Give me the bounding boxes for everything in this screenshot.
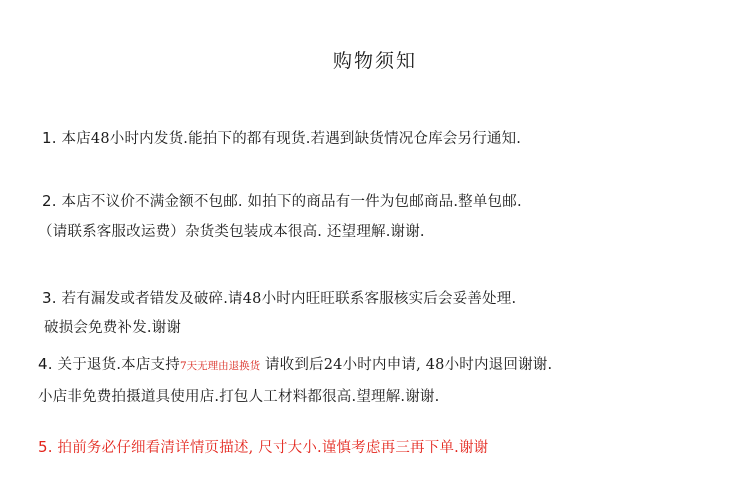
notice-item-2-line-1: [42, 190, 522, 211]
item-text: 本店不议价不满金额不包邮. 如拍下的商品有一件为包邮商品.整单包邮.: [61, 194, 522, 210]
item-text: 若有漏发或者错发及破碎.请48小时内旺旺联系客服核实后会妥善处理.: [61, 291, 517, 307]
item-text: 关于退货.本店支持: [57, 357, 180, 373]
item-number: 2.: [42, 192, 57, 210]
item-number: 3.: [42, 289, 57, 307]
notice-item-2-line-2: （请联系客服改运费）杂货类包装成本很高. 还望理解.谢谢.: [38, 224, 425, 240]
notice-item-1-line-1: [42, 127, 521, 148]
notice-item-4-line-1: [38, 353, 552, 374]
notice-title: 购物须知: [332, 50, 417, 72]
item-text: 拍前务必仔细看清详情页描述, 尺寸大小.谨慎考虑再三再下单.谢谢: [57, 440, 489, 456]
item-number: 5.: [38, 438, 53, 456]
item-text: 本店48小时内发货.能拍下的都有现货.若遇到缺货情况仓库会另行通知.: [61, 131, 522, 147]
item-number: 4.: [38, 355, 53, 373]
notice-item-3-line-2: 破损会免费补发.谢谢: [44, 320, 182, 336]
notice-item-5-line-1: [38, 436, 488, 457]
notice-item-3-line-1: [42, 287, 516, 308]
return-policy-highlight: 7天无理由退换货: [179, 360, 261, 372]
notice-item-4-line-2: 小店非免费拍摄道具使用店.打包人工材料都很高.望理解.谢谢.: [38, 389, 440, 405]
item-text: 请收到后24小时内申请, 48小时内退回谢谢.: [260, 357, 553, 373]
item-number: 1.: [42, 129, 57, 147]
